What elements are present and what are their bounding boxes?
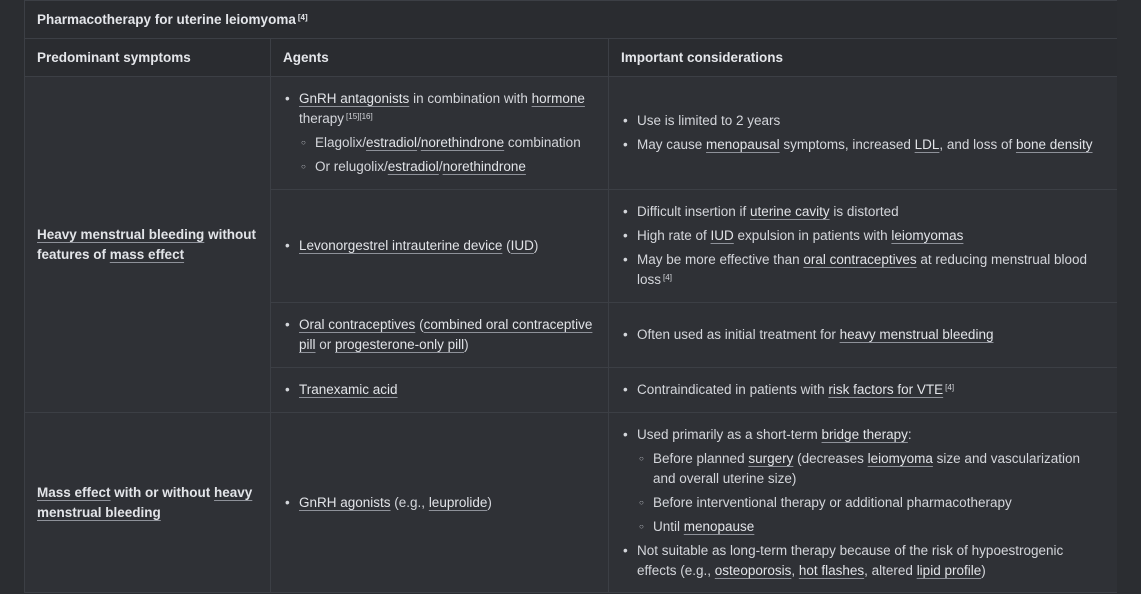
link-gnrh-agonists[interactable]: GnRH agonists — [299, 494, 391, 510]
agent-text: (e.g., — [390, 494, 429, 510]
agent-text: / — [417, 135, 421, 150]
consideration-text: , — [791, 562, 799, 578]
link-mass-effect[interactable]: Mass effect — [37, 484, 111, 500]
link-menopausal[interactable]: menopausal — [706, 137, 780, 152]
list-item — [621, 541, 1105, 581]
consideration-text: Before planned — [653, 450, 749, 466]
link-risk-factors-vte[interactable]: risk factors for VTE — [828, 382, 944, 397]
agent-text: Or relugolix/ — [315, 159, 388, 174]
link-estradiol[interactable]: estradiol — [366, 135, 418, 150]
agent-gnrh-antagonists — [271, 77, 609, 190]
symptom-mass-effect — [25, 413, 271, 593]
link-progesterone-only-pill[interactable]: progesterone-only pill — [335, 337, 465, 352]
list-item — [283, 315, 596, 355]
list-item — [621, 202, 1105, 222]
consideration-text: : — [907, 426, 912, 442]
list-item: • Use is limited to 2 years — [621, 111, 1105, 131]
agent-text: ) — [487, 494, 492, 510]
consideration-text: Contraindicated in patients with — [637, 382, 829, 397]
link-menopause[interactable]: menopause — [683, 518, 755, 534]
table-title — [25, 1, 1118, 39]
agent-text: ( — [502, 238, 511, 253]
agent-text: therapy — [299, 111, 345, 126]
ref-4[interactable]: [4] — [945, 383, 955, 392]
list-item — [621, 226, 1105, 246]
link-oral-contraceptives[interactable]: Oral contraceptives — [299, 317, 416, 332]
link-osteoporosis[interactable]: osteoporosis — [714, 562, 792, 578]
header-considerations: Important considerations — [609, 39, 1118, 77]
leiomyoma-pharmacotherapy-table-wrapper — [24, 0, 1117, 594]
link-surgery[interactable]: surgery — [748, 450, 794, 466]
consideration-text: May cause — [637, 137, 707, 152]
list-item — [637, 449, 1105, 489]
agent-text: in combination with — [409, 91, 532, 106]
considerations-gnrh-agonists — [609, 413, 1118, 593]
consideration-text: at reducing menstrual blood loss — [637, 252, 1088, 287]
link-hot-flashes[interactable]: hot flashes — [798, 562, 865, 578]
agent-text: ) — [533, 238, 539, 253]
consideration-text: Not suitable as long-term therapy because of the risk of hypoestrogenic effects (e.g., — [637, 542, 1064, 578]
link-estradiol[interactable]: estradiol — [387, 159, 439, 174]
symptom-text: with or without — [110, 484, 215, 500]
ref-15-16[interactable]: [15][16] — [346, 112, 373, 121]
consideration-text: Until — [653, 518, 684, 534]
agent-levonorgestrel-iud — [271, 190, 609, 303]
link-heavy-menstrual-bleeding[interactable]: heavy menstrual bleeding — [839, 327, 994, 342]
link-heavy-menstrual-bleeding[interactable]: Heavy menstrual bleeding — [37, 226, 205, 242]
consideration-text: Used primarily as a short-term — [637, 426, 822, 442]
header-agents: Agents — [271, 39, 609, 77]
link-oral-contraceptives[interactable]: oral contraceptives — [803, 252, 917, 267]
list-item — [283, 236, 596, 256]
link-hormone[interactable]: hormone — [531, 91, 585, 106]
consideration-text: symptoms, increased — [779, 137, 915, 152]
agent-oral-contraceptives — [271, 303, 609, 368]
agent-text: / — [438, 159, 443, 174]
link-iud[interactable]: IUD — [510, 238, 534, 253]
header-symptoms: Predominant symptoms — [25, 39, 271, 77]
agent-text: ) — [464, 337, 469, 352]
link-ldl[interactable]: LDL — [914, 137, 940, 152]
list-item — [283, 493, 596, 513]
link-uterine-cavity[interactable]: uterine cavity — [750, 204, 830, 219]
link-leiomyoma[interactable]: leiomyoma — [867, 450, 933, 466]
link-tranexamic-acid[interactable]: Tranexamic acid — [299, 382, 398, 397]
consideration-text: Difficult insertion if — [637, 204, 751, 219]
list-item — [283, 89, 596, 177]
link-mass-effect[interactable]: mass effect — [109, 246, 185, 262]
link-combined-oral-contraceptive-pill[interactable]: combined oral contraceptive pill — [299, 317, 593, 352]
consideration-text: expulsion in patients with — [733, 228, 892, 243]
table-title-text: Pharmacotherapy for uterine leiomyoma — [37, 11, 296, 27]
link-lipid-profile[interactable]: lipid profile — [916, 562, 982, 578]
list-item — [621, 380, 1105, 400]
list-item — [621, 425, 1105, 537]
list-item — [299, 157, 596, 177]
pharmacotherapy-table — [24, 0, 1117, 593]
symptom-heavy-menstrual-bleeding — [25, 77, 271, 413]
link-bridge-therapy[interactable]: bridge therapy — [821, 426, 908, 442]
list-item — [299, 133, 596, 153]
consideration-text: , and loss of — [939, 137, 1016, 152]
consideration-text: is distorted — [829, 204, 899, 219]
link-heavy-menstrual-bleeding[interactable]: heavy menstrual bleeding — [37, 484, 253, 520]
link-iud[interactable]: IUD — [710, 228, 734, 243]
list-item — [621, 135, 1105, 155]
consideration-text: May be more effective than — [637, 252, 804, 267]
link-levonorgestrel-iud[interactable]: Levonorgestrel intrauterine device — [299, 238, 503, 253]
list-item — [637, 517, 1105, 537]
consideration-text: High rate of — [637, 228, 711, 243]
link-norethindrone[interactable]: norethindrone — [420, 135, 505, 150]
agent-text: Elagolix/ — [315, 135, 367, 150]
agent-text: or — [315, 337, 336, 352]
agent-tranexamic-acid — [271, 368, 609, 413]
consideration-text: , altered — [864, 562, 917, 578]
consideration-text: (decreases — [793, 450, 868, 466]
table-title-ref[interactable]: [4] — [297, 12, 308, 22]
list-item — [283, 380, 596, 400]
consideration-text: ) — [981, 562, 986, 578]
considerations-gnrh-antagonists — [609, 77, 1118, 190]
considerations-iud — [609, 190, 1118, 303]
list-item: ○ Before interventional therapy or additional pharmacotherapy — [637, 493, 1105, 513]
ref-4[interactable]: [4] — [663, 273, 672, 282]
consideration-text: Often used as initial treatment for — [637, 327, 840, 342]
consideration-text: size and vascularization and overall uterine size) — [653, 450, 1080, 486]
agent-text: ( — [415, 317, 424, 332]
agent-gnrh-agonists — [271, 413, 609, 593]
link-bone-density[interactable]: bone density — [1015, 137, 1093, 152]
link-leuprolide[interactable]: leuprolide — [428, 494, 488, 510]
considerations-oral-contraceptives — [609, 303, 1118, 368]
considerations-tranexamic-acid — [609, 368, 1118, 413]
agent-text: combination — [504, 135, 581, 150]
link-norethindrone[interactable]: norethindrone — [442, 159, 526, 174]
link-leiomyomas[interactable]: leiomyomas — [891, 228, 964, 243]
list-item — [621, 325, 1105, 345]
list-item — [621, 250, 1105, 290]
symptom-text: without features of — [37, 226, 257, 262]
link-gnrh-antagonists[interactable]: GnRH antagonists — [299, 91, 410, 106]
